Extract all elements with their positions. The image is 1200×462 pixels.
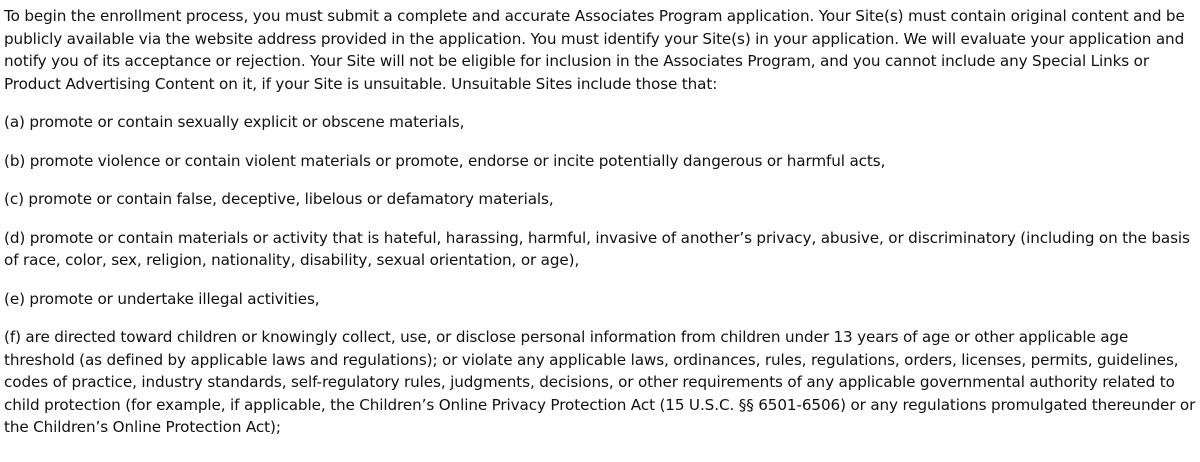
list-item-a: (a) promote or contain sexually explicit or obscene materials, bbox=[4, 113, 465, 131]
list-item-b: (b) promote violence or contain violent materials or promote, endorse or incite potentially dangerous or harmful acts, bbox=[4, 151, 886, 170]
list-item-f: (f) are directed toward children or knowingly collect, use, or disclose personal information from children under 13 years of age or other applicable age threshold (as defined by applicable laws and regulations); or violate any applicable laws, ordinances, rules, regulations, orders, licenses, permits, guidelines, codes of practice, industry standards, self-regulatory rules, judgments, decisions, or other requirements of any applicable governmental authority related to child protection (for example, if applicable, the Children’s Online Privacy Protection Act (15 U.S.C. §§ 6501-6506) or any regulations promulgated thereunder or the Children’s Online Protection Act); bbox=[4, 328, 1196, 436]
list-item-e: (e) promote or undertake illegal activities, bbox=[4, 289, 320, 308]
list-item-d: (d) promote or contain materials or activity that is hateful, harassing, harmful, invasive of another’s privacy, abusive, or discriminatory (including on the basis of race, color, sex, religion, nationality, disability, sexual orientation, or age), bbox=[4, 228, 1190, 269]
intro-paragraph: To begin the enrollment process, you must submit a complete and accurate Associates Program application. Your Site(s) must contain original content and be publicly available via the website address provided in the application. You must identify your Site(s) in your application. We will evaluate your application and notify you of its acceptance or rejection. Your Site will not be eligible for inclusion in the Associates Program, and you cannot include any Special Links or Product Advertising Content on it, if your Site is unsuitable. Unsuitable Sites include those that: bbox=[4, 7, 1185, 93]
list-item-c: (c) promote or contain false, deceptive, libelous or defamatory materials, bbox=[4, 190, 554, 208]
